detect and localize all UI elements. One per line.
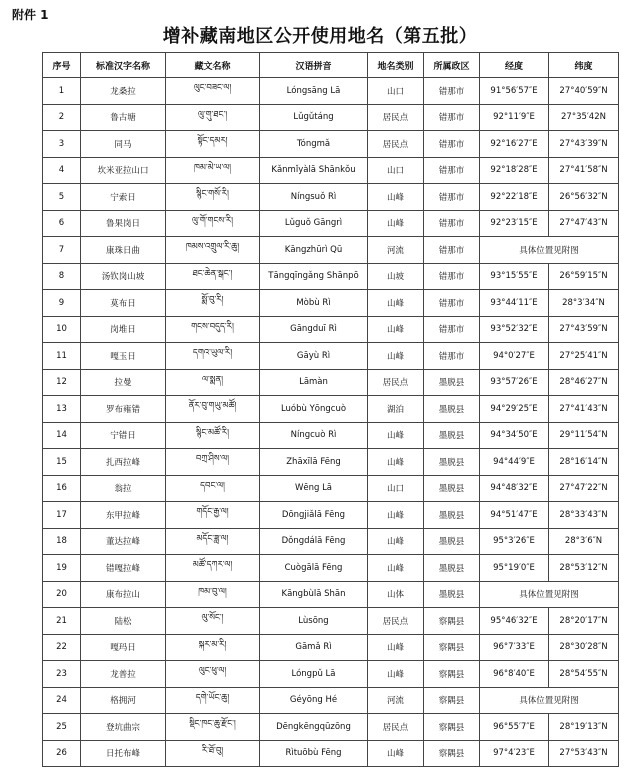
latitude: 28°30′28″N bbox=[549, 634, 619, 661]
table-row bbox=[43, 502, 619, 529]
category: 河流 bbox=[368, 237, 424, 264]
latitude: 29°11′54″N bbox=[549, 422, 619, 449]
longitude: 95°46′32″E bbox=[480, 608, 549, 635]
region: 墨脱县 bbox=[424, 555, 480, 582]
latitude: 28°3′34″N bbox=[549, 290, 619, 317]
category: 山峰 bbox=[368, 343, 424, 370]
chinese-name: 董达拉峰 bbox=[81, 528, 166, 555]
category: 山峰 bbox=[368, 528, 424, 555]
table-row bbox=[43, 555, 619, 582]
latitude: 27°35′42N bbox=[549, 104, 619, 131]
pinyin-name: Tóngmǎ bbox=[260, 131, 368, 158]
pinyin-name: Géyōng Hé bbox=[260, 687, 368, 714]
region: 错那市 bbox=[424, 237, 480, 264]
row-number: 13 bbox=[43, 396, 81, 423]
latitude: 27°41′58″N bbox=[549, 157, 619, 184]
tibetan-name: མདོང་ཟླ་ལ། bbox=[166, 528, 260, 555]
tibetan-name: ལུ་སོང་། bbox=[166, 608, 260, 635]
region: 错那市 bbox=[424, 131, 480, 158]
latitude: 27°43′59″N bbox=[549, 316, 619, 343]
pinyin-name: Dēngkēngqūzōng bbox=[260, 714, 368, 741]
table-row bbox=[43, 316, 619, 343]
row-number: 14 bbox=[43, 422, 81, 449]
latitude: 26°59′15″N bbox=[549, 263, 619, 290]
row-number: 26 bbox=[43, 740, 81, 767]
header-no: 序号 bbox=[43, 53, 81, 78]
tibetan-name: ལུ་གོ་གངས་རི། bbox=[166, 210, 260, 237]
header-region: 所属政区 bbox=[424, 53, 480, 78]
region: 错那市 bbox=[424, 157, 480, 184]
chinese-name: 龙桑拉 bbox=[81, 78, 166, 105]
region: 察隅县 bbox=[424, 714, 480, 741]
row-number: 2 bbox=[43, 104, 81, 131]
category: 山峰 bbox=[368, 740, 424, 767]
document-title: 增补藏南地区公开使用地名（第五批） bbox=[162, 26, 478, 47]
pinyin-name: Luóbù Yōngcuò bbox=[260, 396, 368, 423]
region: 错那市 bbox=[424, 316, 480, 343]
row-number: 12 bbox=[43, 369, 81, 396]
chinese-name: 岗堆日 bbox=[81, 316, 166, 343]
table-row bbox=[43, 608, 619, 635]
category: 湖泊 bbox=[368, 396, 424, 423]
region: 错那市 bbox=[424, 343, 480, 370]
tibetan-name: དགེ་ཡོང་ཆུ། bbox=[166, 687, 260, 714]
region: 错那市 bbox=[424, 184, 480, 211]
category: 山峰 bbox=[368, 634, 424, 661]
category: 山峰 bbox=[368, 422, 424, 449]
region: 墨脱县 bbox=[424, 528, 480, 555]
annex-label: 附件 1 bbox=[12, 8, 49, 22]
table-row bbox=[43, 184, 619, 211]
latitude: 27°53′43″N bbox=[549, 740, 619, 767]
chinese-name: 罗布雍错 bbox=[81, 396, 166, 423]
table-row bbox=[43, 369, 619, 396]
pinyin-name: Zhāxīlā Fēng bbox=[260, 449, 368, 476]
table-row bbox=[43, 157, 619, 184]
region: 墨脱县 bbox=[424, 422, 480, 449]
chinese-name: 扎西拉峰 bbox=[81, 449, 166, 476]
longitude: 92°23′15″E bbox=[480, 210, 549, 237]
chinese-name: 康珠日曲 bbox=[81, 237, 166, 264]
region: 错那市 bbox=[424, 290, 480, 317]
region: 墨脱县 bbox=[424, 449, 480, 476]
pinyin-name: Níngcuò Rì bbox=[260, 422, 368, 449]
table-row bbox=[43, 78, 619, 105]
row-number: 1 bbox=[43, 78, 81, 105]
region: 错那市 bbox=[424, 263, 480, 290]
latitude: 28°53′12″N bbox=[549, 555, 619, 582]
chinese-name: 同马 bbox=[81, 131, 166, 158]
place-names-table bbox=[42, 52, 619, 767]
pinyin-name: Lǔgǔtáng bbox=[260, 104, 368, 131]
table-body bbox=[43, 78, 619, 767]
tibetan-name: དབང་ལ། bbox=[166, 475, 260, 502]
table-row bbox=[43, 634, 619, 661]
header-chinese-name: 标准汉字名称 bbox=[81, 53, 166, 78]
region: 墨脱县 bbox=[424, 581, 480, 608]
pinyin-name: Dōngjiǎlā Fēng bbox=[260, 502, 368, 529]
table-row bbox=[43, 263, 619, 290]
see-map-note: 具体位置见附图 bbox=[480, 581, 619, 608]
header-longitude: 经度 bbox=[480, 53, 549, 78]
latitude: 27°41′43″N bbox=[549, 396, 619, 423]
category: 山峰 bbox=[368, 290, 424, 317]
pinyin-name: Lāmàn bbox=[260, 369, 368, 396]
latitude: 27°25′41″N bbox=[549, 343, 619, 370]
longitude: 94°48′32″E bbox=[480, 475, 549, 502]
pinyin-name: Kāngzhūrì Qū bbox=[260, 237, 368, 264]
pinyin-name: Kāngbùlā Shān bbox=[260, 581, 368, 608]
region: 墨脱县 bbox=[424, 369, 480, 396]
row-number: 16 bbox=[43, 475, 81, 502]
tibetan-name: སྟོང་དམར། bbox=[166, 131, 260, 158]
row-number: 21 bbox=[43, 608, 81, 635]
tibetan-name: སྙིང་གསོ་རི། bbox=[166, 184, 260, 211]
tibetan-name: བཀྲ་ཤིས་ལ། bbox=[166, 449, 260, 476]
table-row bbox=[43, 396, 619, 423]
chinese-name: 汤钦岗山坡 bbox=[81, 263, 166, 290]
longitude: 95°19′0″E bbox=[480, 555, 549, 582]
region: 墨脱县 bbox=[424, 396, 480, 423]
chinese-name: 格拥河 bbox=[81, 687, 166, 714]
tibetan-name: ལ་སྨན། bbox=[166, 369, 260, 396]
pinyin-name: Dǒngdálā Fēng bbox=[260, 528, 368, 555]
row-number: 10 bbox=[43, 316, 81, 343]
chinese-name: 翁拉 bbox=[81, 475, 166, 502]
latitude: 28°16′14″N bbox=[549, 449, 619, 476]
longitude: 93°15′55″E bbox=[480, 263, 549, 290]
category: 居民点 bbox=[368, 369, 424, 396]
chinese-name: 嘎玉日 bbox=[81, 343, 166, 370]
row-number: 4 bbox=[43, 157, 81, 184]
latitude: 28°20′17″N bbox=[549, 608, 619, 635]
chinese-name: 莫布日 bbox=[81, 290, 166, 317]
row-number: 17 bbox=[43, 502, 81, 529]
longitude: 92°18′28″E bbox=[480, 157, 549, 184]
tibetan-name: ཁམ་མེ་ཡ་ལ། bbox=[166, 157, 260, 184]
region: 墨脱县 bbox=[424, 475, 480, 502]
chinese-name: 日托布峰 bbox=[81, 740, 166, 767]
longitude: 91°56′57″E bbox=[480, 78, 549, 105]
table-row bbox=[43, 687, 619, 714]
longitude: 93°52′32″E bbox=[480, 316, 549, 343]
region: 察隅县 bbox=[424, 608, 480, 635]
longitude: 93°57′26″E bbox=[480, 369, 549, 396]
row-number: 5 bbox=[43, 184, 81, 211]
tibetan-name: ལུང་བཟང་ལ། bbox=[166, 78, 260, 105]
category: 山峰 bbox=[368, 184, 424, 211]
table-row bbox=[43, 290, 619, 317]
chinese-name: 宁错日 bbox=[81, 422, 166, 449]
tibetan-name: དགའ་ཡུལ་རི། bbox=[166, 343, 260, 370]
region: 察隅县 bbox=[424, 661, 480, 688]
region: 错那市 bbox=[424, 78, 480, 105]
category: 居民点 bbox=[368, 714, 424, 741]
pinyin-name: Lóngpǔ Lā bbox=[260, 661, 368, 688]
latitude: 27°40′59″N bbox=[549, 78, 619, 105]
pinyin-name: Lóngsāng Lā bbox=[260, 78, 368, 105]
chinese-name: 拉曼 bbox=[81, 369, 166, 396]
tibetan-name: ལུ་གུ་ཐང་། bbox=[166, 104, 260, 131]
longitude: 95°3′26″E bbox=[480, 528, 549, 555]
tibetan-name: སྐར་མ་རི། bbox=[166, 634, 260, 661]
tibetan-name: མཚོ་དཀར་ལ། bbox=[166, 555, 260, 582]
row-number: 24 bbox=[43, 687, 81, 714]
latitude: 28°33′43″N bbox=[549, 502, 619, 529]
row-number: 15 bbox=[43, 449, 81, 476]
row-number: 25 bbox=[43, 714, 81, 741]
longitude: 93°44′11″E bbox=[480, 290, 549, 317]
chinese-name: 登坑曲宗 bbox=[81, 714, 166, 741]
see-map-note: 具体位置见附图 bbox=[480, 687, 619, 714]
tibetan-name: རི་ཐོ་བུ། bbox=[166, 740, 260, 767]
tibetan-name: ཁམས་འགྲུལ་རི་ཆུ། bbox=[166, 237, 260, 264]
pinyin-name: Níngsuǒ Rì bbox=[260, 184, 368, 211]
latitude: 28°3′6″N bbox=[549, 528, 619, 555]
table-header-row bbox=[43, 53, 619, 78]
table-row bbox=[43, 131, 619, 158]
category: 山体 bbox=[368, 581, 424, 608]
pinyin-name: Gāmǎ Rì bbox=[260, 634, 368, 661]
region: 察隅县 bbox=[424, 687, 480, 714]
tibetan-name: སྙིང་མཚོ་རི། bbox=[166, 422, 260, 449]
pinyin-name: Gāyù Rì bbox=[260, 343, 368, 370]
chinese-name: 坎米亚拉山口 bbox=[81, 157, 166, 184]
tibetan-name: སྡིང་ཁང་ཆུ་རྫོང་། bbox=[166, 714, 260, 741]
header-latitude: 纬度 bbox=[549, 53, 619, 78]
category: 山峰 bbox=[368, 316, 424, 343]
row-number: 23 bbox=[43, 661, 81, 688]
header-tibetan-name: 藏文名称 bbox=[166, 53, 260, 78]
latitude: 28°19′13″N bbox=[549, 714, 619, 741]
category: 山坡 bbox=[368, 263, 424, 290]
category: 居民点 bbox=[368, 104, 424, 131]
chinese-name: 错嘎拉峰 bbox=[81, 555, 166, 582]
longitude: 94°34′50″E bbox=[480, 422, 549, 449]
header-category: 地名类别 bbox=[368, 53, 424, 78]
tibetan-name: སྨོ་བུ་རི། bbox=[166, 290, 260, 317]
tibetan-name: ནོར་བུ་གཡུ་མཚོ། bbox=[166, 396, 260, 423]
category: 山口 bbox=[368, 78, 424, 105]
table-row bbox=[43, 528, 619, 555]
longitude: 96°55′7″E bbox=[480, 714, 549, 741]
region: 墨脱县 bbox=[424, 502, 480, 529]
pinyin-name: Wēng Lā bbox=[260, 475, 368, 502]
chinese-name: 宁索日 bbox=[81, 184, 166, 211]
category: 居民点 bbox=[368, 131, 424, 158]
row-number: 3 bbox=[43, 131, 81, 158]
longitude: 92°11′9″E bbox=[480, 104, 549, 131]
chinese-name: 东甲拉峰 bbox=[81, 502, 166, 529]
header-pinyin: 汉语拼音 bbox=[260, 53, 368, 78]
chinese-name: 陆松 bbox=[81, 608, 166, 635]
category: 山峰 bbox=[368, 449, 424, 476]
longitude: 94°44′9″E bbox=[480, 449, 549, 476]
region: 察隅县 bbox=[424, 740, 480, 767]
table-row bbox=[43, 581, 619, 608]
category: 山峰 bbox=[368, 210, 424, 237]
table-row bbox=[43, 210, 619, 237]
chinese-name: 龙普拉 bbox=[81, 661, 166, 688]
latitude: 28°54′55″N bbox=[549, 661, 619, 688]
longitude: 96°8′40″E bbox=[480, 661, 549, 688]
chinese-name: 嘎玛日 bbox=[81, 634, 166, 661]
latitude: 28°46′27″N bbox=[549, 369, 619, 396]
tibetan-name: གངས་བདུད་རི། bbox=[166, 316, 260, 343]
category: 河流 bbox=[368, 687, 424, 714]
row-number: 20 bbox=[43, 581, 81, 608]
row-number: 22 bbox=[43, 634, 81, 661]
latitude: 27°47′22″N bbox=[549, 475, 619, 502]
table-row bbox=[43, 449, 619, 476]
longitude: 96°7′33″E bbox=[480, 634, 549, 661]
longitude: 92°22′18″E bbox=[480, 184, 549, 211]
pinyin-name: Kǎnmǐyàlā Shānkǒu bbox=[260, 157, 368, 184]
table-row bbox=[43, 740, 619, 767]
longitude: 94°0′27″E bbox=[480, 343, 549, 370]
table-row bbox=[43, 714, 619, 741]
longitude: 94°29′25″E bbox=[480, 396, 549, 423]
row-number: 9 bbox=[43, 290, 81, 317]
chinese-name: 康布拉山 bbox=[81, 581, 166, 608]
tibetan-name: གདོང་རྒྱ་ལ། bbox=[166, 502, 260, 529]
row-number: 18 bbox=[43, 528, 81, 555]
category: 山峰 bbox=[368, 661, 424, 688]
pinyin-name: Gāngduī Rì bbox=[260, 316, 368, 343]
row-number: 11 bbox=[43, 343, 81, 370]
table-row bbox=[43, 475, 619, 502]
row-number: 6 bbox=[43, 210, 81, 237]
chinese-name: 鲁果岗日 bbox=[81, 210, 166, 237]
pinyin-name: Lùsōng bbox=[260, 608, 368, 635]
longitude: 97°4′23″E bbox=[480, 740, 549, 767]
category: 居民点 bbox=[368, 608, 424, 635]
table-row bbox=[43, 661, 619, 688]
latitude: 26°56′32″N bbox=[549, 184, 619, 211]
region: 错那市 bbox=[424, 104, 480, 131]
category: 山口 bbox=[368, 475, 424, 502]
table-row bbox=[43, 422, 619, 449]
row-number: 19 bbox=[43, 555, 81, 582]
tibetan-name: ཐང་ཆེན་སྒང་། bbox=[166, 263, 260, 290]
region: 错那市 bbox=[424, 210, 480, 237]
latitude: 27°43′39″N bbox=[549, 131, 619, 158]
chinese-name: 鲁古塘 bbox=[81, 104, 166, 131]
region: 察隅县 bbox=[424, 634, 480, 661]
pinyin-name: Lǔguǒ Gāngrì bbox=[260, 210, 368, 237]
latitude: 27°47′43″N bbox=[549, 210, 619, 237]
tibetan-name: ལུང་ཕུ་ལ། bbox=[166, 661, 260, 688]
category: 山峰 bbox=[368, 555, 424, 582]
longitude: 94°51′47″E bbox=[480, 502, 549, 529]
table-row bbox=[43, 237, 619, 264]
tibetan-name: ཁམ་བུ་ལ། bbox=[166, 581, 260, 608]
pinyin-name: Cuògālā Fēng bbox=[260, 555, 368, 582]
table-row bbox=[43, 343, 619, 370]
row-number: 7 bbox=[43, 237, 81, 264]
longitude: 92°16′27″E bbox=[480, 131, 549, 158]
pinyin-name: Rìtuōbù Fēng bbox=[260, 740, 368, 767]
pinyin-name: Mòbù Rì bbox=[260, 290, 368, 317]
pinyin-name: Tāngqīngǎng Shānpō bbox=[260, 263, 368, 290]
category: 山峰 bbox=[368, 502, 424, 529]
row-number: 8 bbox=[43, 263, 81, 290]
category: 山口 bbox=[368, 157, 424, 184]
see-map-note: 具体位置见附图 bbox=[480, 237, 619, 264]
table-row bbox=[43, 104, 619, 131]
